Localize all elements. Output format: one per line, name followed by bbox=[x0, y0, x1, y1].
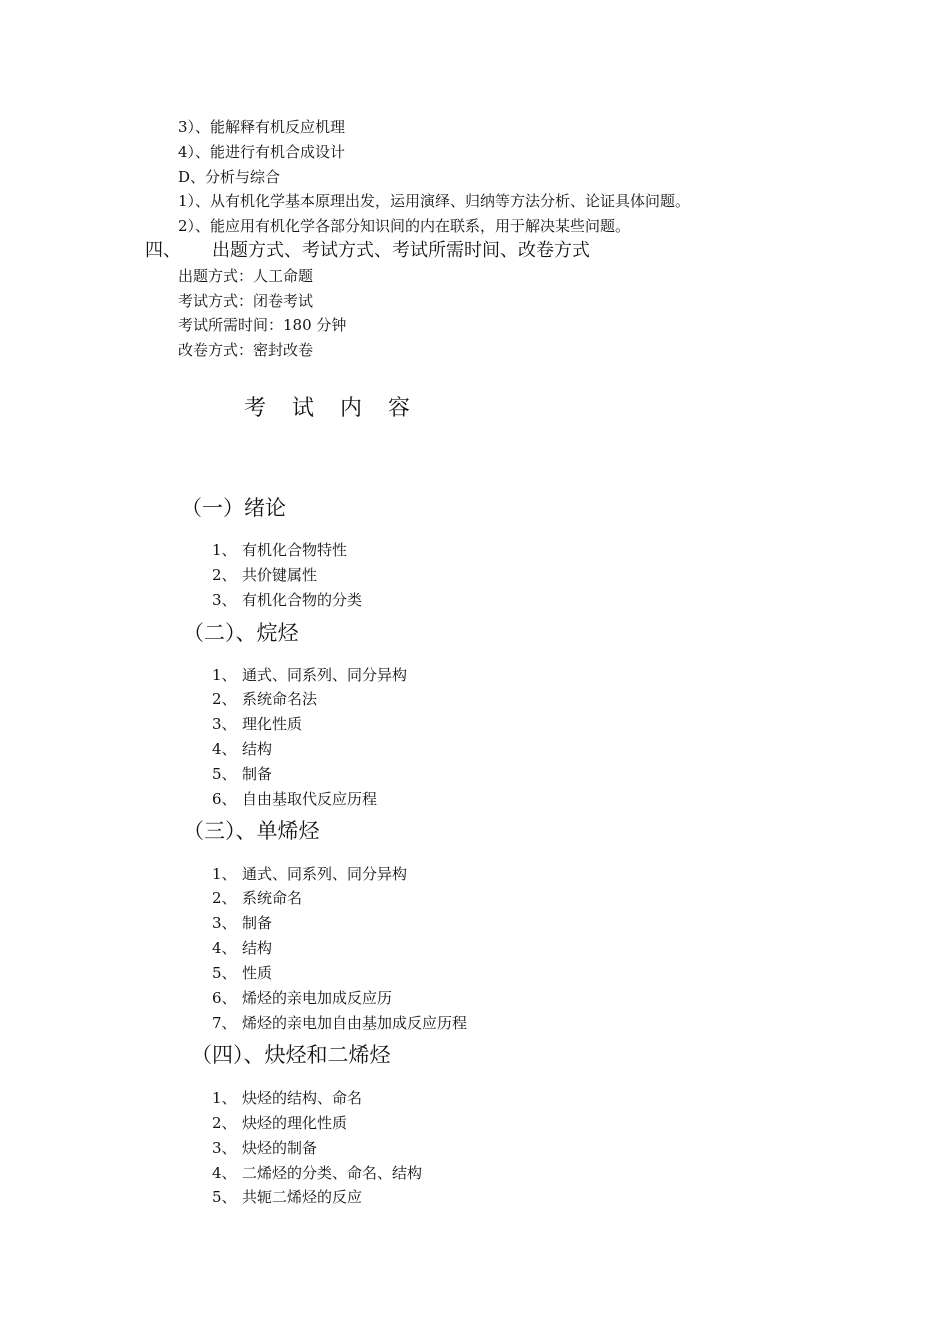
list-item bbox=[212, 792, 377, 807]
item-text: 理化性质 bbox=[242, 715, 303, 733]
part-four-title: 出题方式、考试方式、考试所需时间、改卷方式 bbox=[212, 240, 590, 261]
item-number: 2、 bbox=[212, 566, 237, 584]
objective-line: 3）、能解释有机反应机理 bbox=[178, 118, 346, 136]
item-number: 3、 bbox=[212, 591, 237, 609]
exam-info-line: 出题方式：人工命题 bbox=[178, 267, 314, 285]
item-number: 1、 bbox=[212, 666, 237, 684]
list-item bbox=[212, 991, 392, 1006]
item-text: 炔烃的理化性质 bbox=[242, 1114, 348, 1132]
item-text: 炔烃的制备 bbox=[242, 1139, 318, 1157]
exam-info-line: 改卷方式：密封改卷 bbox=[178, 341, 314, 359]
list-item bbox=[212, 1091, 362, 1106]
item-text: 二烯烃的分类、命名、结构 bbox=[242, 1164, 423, 1182]
item-text: 自由基取代反应历程 bbox=[242, 790, 378, 808]
objective-line: 1）、从有机化学基本原理出发，运用演绎、归纳等方法分析、论证具体问题。 bbox=[178, 192, 691, 210]
item-number: 1、 bbox=[212, 541, 237, 559]
list-item bbox=[212, 966, 272, 981]
content-title-char: 容 bbox=[388, 396, 411, 421]
item-number: 5、 bbox=[212, 1188, 237, 1206]
item-number: 1、 bbox=[212, 1089, 237, 1107]
list-item bbox=[212, 543, 347, 558]
item-number: 3、 bbox=[212, 715, 237, 733]
objective-line: 4）、能进行有机合成设计 bbox=[178, 143, 346, 161]
item-text: 系统命名 bbox=[242, 889, 303, 907]
section-heading: （三）、单烯烃 bbox=[183, 819, 320, 843]
list-item bbox=[212, 1190, 362, 1205]
item-text: 性质 bbox=[242, 964, 273, 982]
list-item bbox=[212, 891, 302, 906]
item-number: 6、 bbox=[212, 989, 237, 1007]
item-number: 5、 bbox=[212, 964, 237, 982]
item-text: 结构 bbox=[242, 740, 273, 758]
item-number: 2、 bbox=[212, 1114, 237, 1132]
item-text: 烯烃的亲电加成反应历 bbox=[242, 989, 393, 1007]
item-number: 3、 bbox=[212, 1139, 237, 1157]
section-heading: （一）绪论 bbox=[181, 496, 286, 520]
item-text: 共价键属性 bbox=[242, 566, 318, 584]
content-title bbox=[244, 398, 436, 420]
exam-info-line: 考试方式：闭卷考试 bbox=[178, 292, 314, 310]
item-text: 通式、同系列、同分异构 bbox=[242, 666, 408, 684]
part-four-number: 四、 bbox=[145, 240, 181, 261]
item-text: 制备 bbox=[242, 765, 273, 783]
item-number: 6、 bbox=[212, 790, 237, 808]
item-number: 5、 bbox=[212, 765, 237, 783]
item-number: 4、 bbox=[212, 1164, 237, 1182]
item-text: 结构 bbox=[242, 939, 273, 957]
list-item bbox=[212, 593, 362, 608]
list-item bbox=[212, 767, 272, 782]
item-text: 有机化合物特性 bbox=[242, 541, 348, 559]
list-item bbox=[212, 717, 302, 732]
list-item bbox=[212, 668, 407, 683]
content-title-char: 内 bbox=[340, 396, 363, 421]
item-text: 系统命名法 bbox=[242, 690, 318, 708]
item-number: 4、 bbox=[212, 740, 237, 758]
item-number: 7、 bbox=[212, 1014, 237, 1032]
list-item bbox=[212, 941, 272, 956]
list-item bbox=[212, 1141, 317, 1156]
list-item bbox=[212, 867, 407, 882]
item-number: 3、 bbox=[212, 914, 237, 932]
item-text: 烯烃的亲电加自由基加成反应历程 bbox=[242, 1014, 468, 1032]
list-item bbox=[212, 1016, 467, 1031]
item-number: 4、 bbox=[212, 939, 237, 957]
list-item bbox=[212, 916, 272, 931]
section-heading: （二）、烷烃 bbox=[183, 621, 299, 645]
item-text: 通式、同系列、同分异构 bbox=[242, 865, 408, 883]
exam-info-line: 考试所需时间：180 分钟 bbox=[178, 316, 347, 334]
item-number: 2、 bbox=[212, 690, 237, 708]
content-title-char: 考 bbox=[244, 396, 267, 421]
objective-line: 2）、能应用有机化学各部分知识间的内在联系，用于解决某些问题。 bbox=[178, 217, 631, 235]
item-number: 1、 bbox=[212, 865, 237, 883]
list-item bbox=[212, 692, 317, 707]
item-text: 有机化合物的分类 bbox=[242, 591, 363, 609]
objective-line: D、分析与综合 bbox=[178, 168, 281, 186]
list-item bbox=[212, 1116, 347, 1131]
item-number: 2、 bbox=[212, 889, 237, 907]
list-item bbox=[212, 742, 272, 757]
list-item bbox=[212, 1166, 422, 1181]
content-title-char: 试 bbox=[292, 396, 315, 421]
section-heading: （四）、炔烃和二烯烃 bbox=[191, 1043, 391, 1067]
item-text: 炔烃的结构、命名 bbox=[242, 1089, 363, 1107]
item-text: 制备 bbox=[242, 914, 273, 932]
item-text: 共轭二烯烃的反应 bbox=[242, 1188, 363, 1206]
list-item bbox=[212, 568, 317, 583]
